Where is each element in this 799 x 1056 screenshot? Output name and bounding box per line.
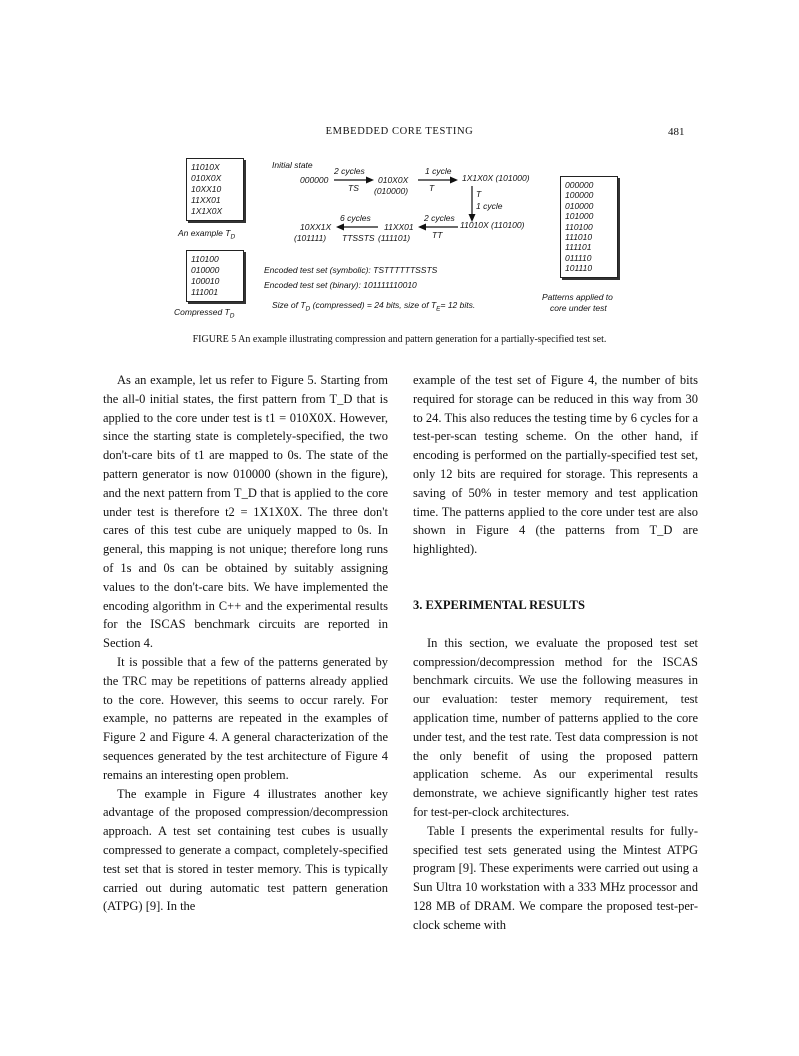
six-cycles-label: 6 cycles xyxy=(340,213,371,223)
compressed-td-line: 100010 xyxy=(191,276,220,286)
patterns-applied-box xyxy=(560,176,618,278)
compressed-td-box xyxy=(186,250,244,302)
state-000000: 000000 xyxy=(300,175,329,185)
running-header-title: EMBEDDED CORE TESTING xyxy=(325,126,474,137)
example-td-line: 11XX01 xyxy=(191,195,221,205)
state-101111: (101111) xyxy=(294,233,327,243)
pattern-line: 101110 xyxy=(565,263,593,274)
state-10XX1X: 10XX1X xyxy=(300,222,332,232)
encoded-symbolic: Encoded test set (symbolic): TSTTTTTTSSTS xyxy=(264,265,438,275)
paragraph: As an example, let us refer to Figure 5. Starting from the all-0 initial states, the first pattern from T_D that is applied to the core under test is t1 = 010X0X. However, since the starting state is completely-specified, the two don't-care bits of t1 are mapped to 0s. The state of the pattern generator is now 010000 (shown in the figure), and the next pattern from T_D that is applied to the core under test is therefore t2 = 1X1X0X. The three don't cares of this test cube are uniquely mapped to 0s. In general, this mapping is not unique; therefore long runs of 1s and 0s can be obtained by suitably assigning values to the don't-care bits. We have implemented the encoding algorithm in C++ and the experimental results for the ISCAS benchmark circuits are reported in Section 4. xyxy=(103,373,388,651)
arrow-t-down xyxy=(468,186,476,222)
compressed-td-line: 110100 xyxy=(191,254,219,264)
pattern-line: 100000 xyxy=(565,190,594,201)
state-010X0X: 010X0X xyxy=(378,175,409,185)
pattern-line: 011110 xyxy=(565,252,592,263)
example-td-line: 1X1X0X xyxy=(191,206,223,216)
pattern-line: 010000 xyxy=(565,200,594,211)
example-td-line: 11010X xyxy=(191,162,220,172)
right-column xyxy=(413,371,698,935)
paragraph: In this section, we evaluate the proposed test set compression/decompression method for the ISCAS benchmark circuits. We use the following measures in our evaluation: tester memory requirement, test application time, number of patterns applied to the core under test, and the test rate. Test data compression is not the only benefit of using the proposed pattern application scheme. As our experimental results demonstrate, we achieve significantly higher test rates for test-per-clock architectures. xyxy=(413,635,698,819)
state-1X1X0X: 1X1X0X (101000) xyxy=(462,173,530,183)
state-11010X: 11010X (110100) xyxy=(460,220,525,230)
t-label-2: T xyxy=(476,189,482,199)
figure-5 xyxy=(170,150,640,330)
figure-caption: FIGURE 5 An example illustrating compression and pattern generation for a partially-specified test set. xyxy=(192,334,607,345)
paragraph: Table I presents the experimental results for fully-specified test sets generated using the Mintest ATPG program [9]. These experiments were carried out using a Sun Ultra 10 workstation with a 333 MHz processor and 128 MB of DRAM. We compare the proposed test-per-clock scheme with xyxy=(413,823,698,932)
encoded-binary: Encoded test set (binary): 101111110010 xyxy=(264,280,417,290)
one-cycle-label-2: 1 cycle xyxy=(476,201,503,211)
state-11XX01: 11XX01 xyxy=(384,222,414,232)
t-label-1: T xyxy=(429,183,435,193)
example-td-label: An example $T_D$ xyxy=(178,228,236,241)
compressed-td-line: 010000 xyxy=(191,265,220,275)
two-cycles-label-2: 2 cycles xyxy=(424,213,455,223)
example-td-box xyxy=(186,158,244,221)
patterns-applied-label-2: core under test xyxy=(550,303,607,313)
pattern-line: 000000 xyxy=(565,180,594,190)
compressed-td-label: Compressed $T_D$ xyxy=(174,307,235,320)
paragraph: It is possible that a few of the patterns generated by the TRC may be repetitions of patterns already applied to the core. However, this seems to occur rarely. For example, no patterns are repeated in the examples of Figure 2 and Figure 4. A general characterization of the sequences generated by the test architecture of Figure 4 remains an interesting open problem. xyxy=(103,654,388,782)
state-111101: (111101) xyxy=(378,233,411,243)
arrow-t-1 xyxy=(418,176,458,184)
ttssts-label: TTSSTS xyxy=(342,233,375,243)
page-number: 481 xyxy=(668,126,685,138)
arrow-ttssts xyxy=(336,223,378,231)
example-td-line: 010X0X xyxy=(191,173,222,183)
paragraph: example of the test set of Figure 4, the number of bits required for storage can be reduced in this way from 30 to 24. This also reduces the testing time by 6 cycles for a test-per-scan testing scheme. On the other hand, if encoding is performed on the partially-specified test set, only 12 bits are required for storage. This represents a saving of 50% in tester memory and test application time. The patterns applied to the core under test are also shown in Figure 4 (the patterns from T_D are highlighted). xyxy=(413,373,698,557)
initial-state-label: Initial state xyxy=(272,160,313,170)
example-td-line: 10XX10 xyxy=(191,184,222,194)
pattern-line: 101000 xyxy=(565,211,594,222)
state-010000: (010000) xyxy=(374,186,409,196)
pattern-line: 110100 xyxy=(565,221,593,232)
two-cycles-label-1: 2 cycles xyxy=(334,166,365,176)
pattern-line: 111010 xyxy=(565,232,593,243)
pattern-line: 111101 xyxy=(565,242,592,253)
one-cycle-label-1: 1 cycle xyxy=(425,166,452,176)
tt-label: TT xyxy=(432,230,443,240)
paragraph: The example in Figure 4 illustrates another key advantage of the proposed compression/decompression approach. A test set containing test cubes is usually compressed to generate a compact, completely-specified test set that is stored in tester memory. This is typically carried out during automatic test pattern generation (ATPG) [9]. In the xyxy=(103,786,388,914)
compressed-td-line: 111001 xyxy=(191,287,219,297)
left-column xyxy=(103,371,388,916)
ts-label: TS xyxy=(348,183,359,193)
size-text: Size of $T_D$ (compressed) = 24 bits, size of $T_E= 12$ bits. xyxy=(272,300,476,313)
patterns-applied-label-1: Patterns applied to xyxy=(542,292,613,302)
section-heading: 3. EXPERIMENTAL RESULTS xyxy=(413,597,585,612)
